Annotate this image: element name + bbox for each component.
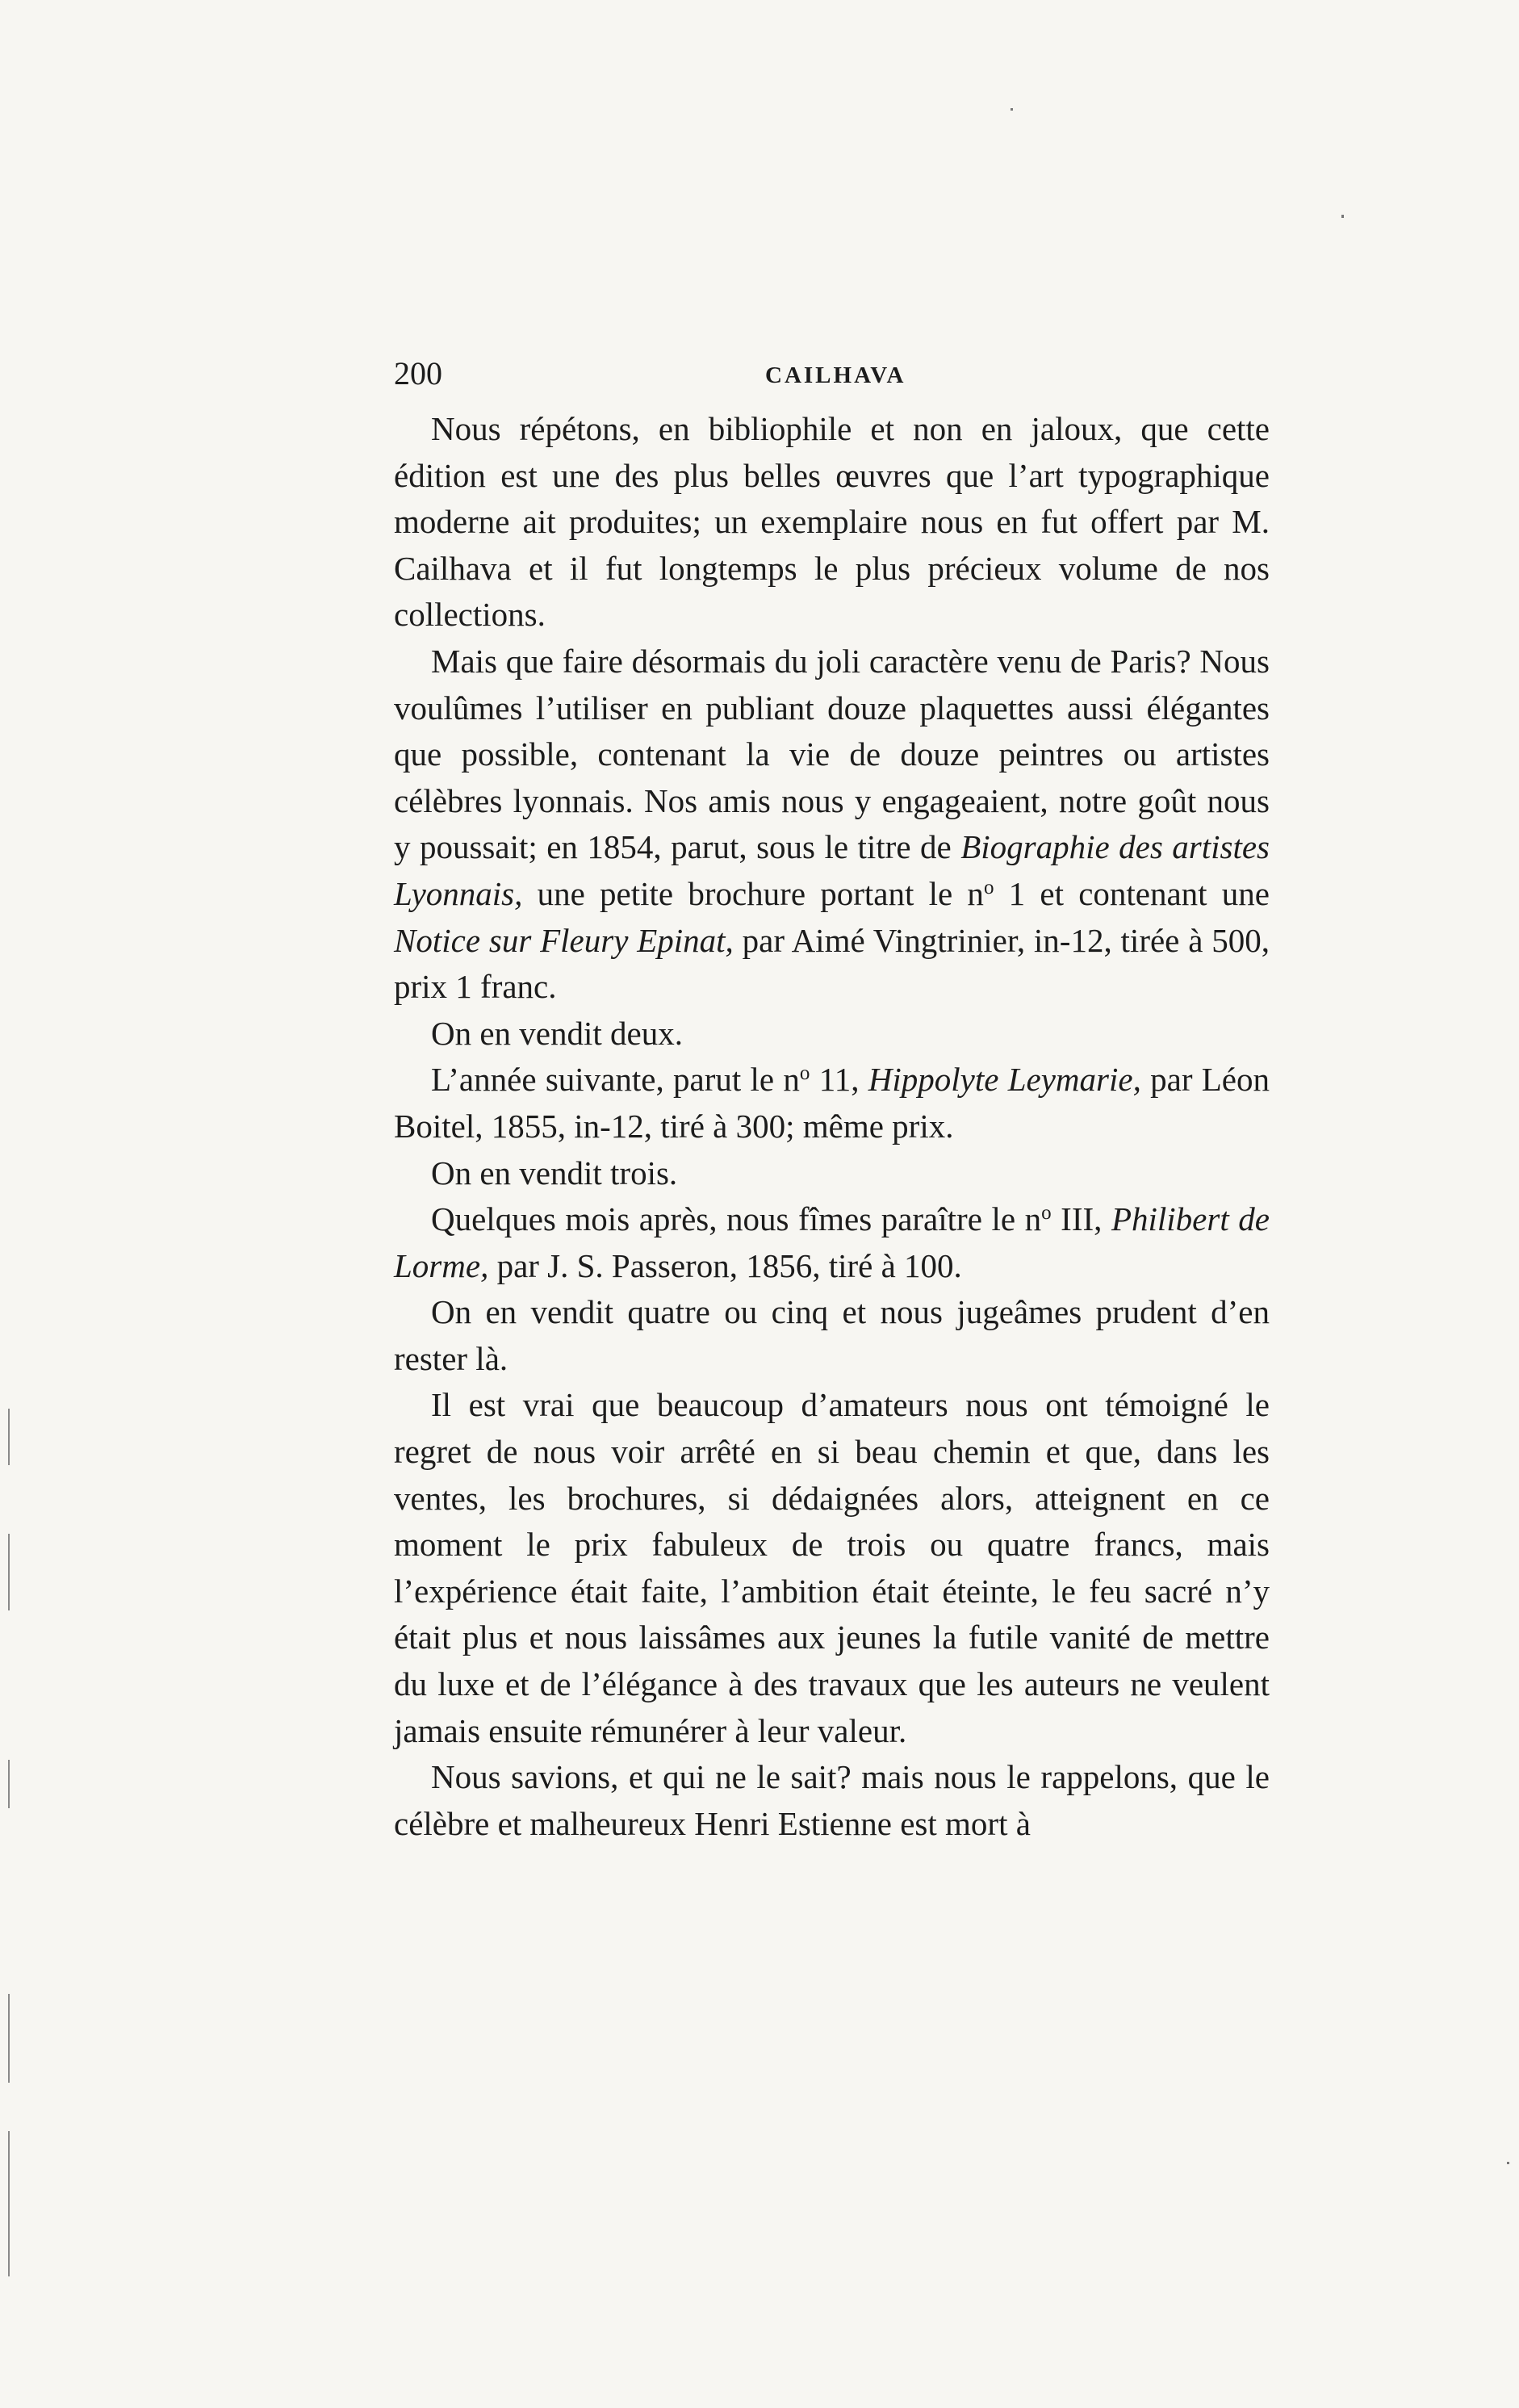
paragraph	[394, 1057, 1270, 1150]
italic-title: Philibert de Lorme,	[394, 1200, 1270, 1284]
text-run: Mais que faire désormais du joli caractère venu de Paris? Nous voulûmes l’utiliser en publiant douze plaquettes aussi élégantes que possible, contenant la vie de douze peintres ou artistes célèbres lyonnais. Nos amis nous y engageaient, notre goût nous y poussait; en 1854, parut, sous le titre de	[394, 642, 1270, 866]
superscript: o	[1041, 1202, 1052, 1225]
scan-artifact	[8, 1994, 10, 2083]
body-text	[394, 406, 1270, 1847]
text-run: Nous répétons, en bibliophile et non en jaloux, que cette édition est une des plus belles œuvres que l’art typographique moderne ait produites; un exemplaire nous en fut offert par M. Cailhava et il fut longtemps le plus précieux volume de nos collections.	[394, 410, 1270, 634]
text-run: Nous savions, et qui ne le sait? mais nous le rappelons, que le célèbre et malheureux Henri Estienne est mort à	[394, 1758, 1270, 1842]
text-run: par Léon Boitel, 1855, in-12, tiré à 300; même prix.	[394, 1061, 1270, 1145]
scan-artifact	[8, 1534, 10, 1610]
paragraph	[394, 1754, 1270, 1847]
text-run: 11,	[810, 1061, 868, 1099]
text-run: On en vendit trois.	[431, 1154, 678, 1191]
text-run: Quelques mois après, nous fîmes paraître le n	[431, 1200, 1042, 1238]
paragraph	[394, 1382, 1270, 1754]
scan-speck	[1341, 215, 1344, 218]
scan-artifact	[8, 1760, 10, 1808]
page-number: 200	[394, 355, 442, 392]
scan-speck	[1011, 108, 1013, 111]
text-run: une petite brochure portant le n	[522, 874, 984, 912]
paragraph	[394, 406, 1270, 639]
italic-title: Hippolyte Leymarie,	[868, 1061, 1141, 1099]
scan-speck	[1507, 2162, 1509, 2164]
text-run: On en vendit deux.	[431, 1014, 683, 1052]
paragraph	[394, 639, 1270, 1011]
paragraph	[394, 1289, 1270, 1382]
superscript: o	[799, 1062, 810, 1085]
text-run: III,	[1051, 1200, 1111, 1238]
text-run: L’année suivante, parut le n	[431, 1061, 800, 1099]
italic-title: Notice sur Fleury Epinat,	[394, 921, 734, 959]
superscript: o	[983, 876, 994, 898]
running-title: CAILHAVA	[765, 362, 906, 388]
scan-artifact	[8, 1409, 10, 1465]
paragraph	[394, 1011, 1270, 1057]
italic-title: Biographie des artistes Lyonnais,	[394, 828, 1270, 912]
paragraph	[394, 1150, 1270, 1197]
running-head	[394, 354, 1270, 394]
scan-artifact	[8, 2131, 10, 2276]
text-run: par Aimé Vingtrinier, in-12, tirée à 500, prix 1 franc.	[394, 921, 1270, 1006]
text-run: On en vendit quatre ou cinq et nous jugeâmes prudent d’en rester là.	[394, 1293, 1270, 1377]
text-run: Il est vrai que beaucoup d’amateurs nous ont témoigné le regret de nous voir arrêté en si beau chemin et que, dans les ventes, les brochures, si dédaignées alors, atteignent en ce moment le prix fabuleux de trois ou quatre francs, mais l’expérience était faite, l’ambition était éteinte, le feu sacré n’y était plus et nous laissâmes aux jeunes la futile vanité de mettre du luxe et de l’élégance à des travaux que les auteurs ne veulent jamais ensuite rémunérer à leur valeur.	[394, 1386, 1270, 1749]
text-run: 1 et contenant une	[994, 874, 1270, 912]
text-run: par J. S. Passeron, 1856, tiré à 100.	[488, 1246, 962, 1284]
paragraph	[394, 1196, 1270, 1289]
